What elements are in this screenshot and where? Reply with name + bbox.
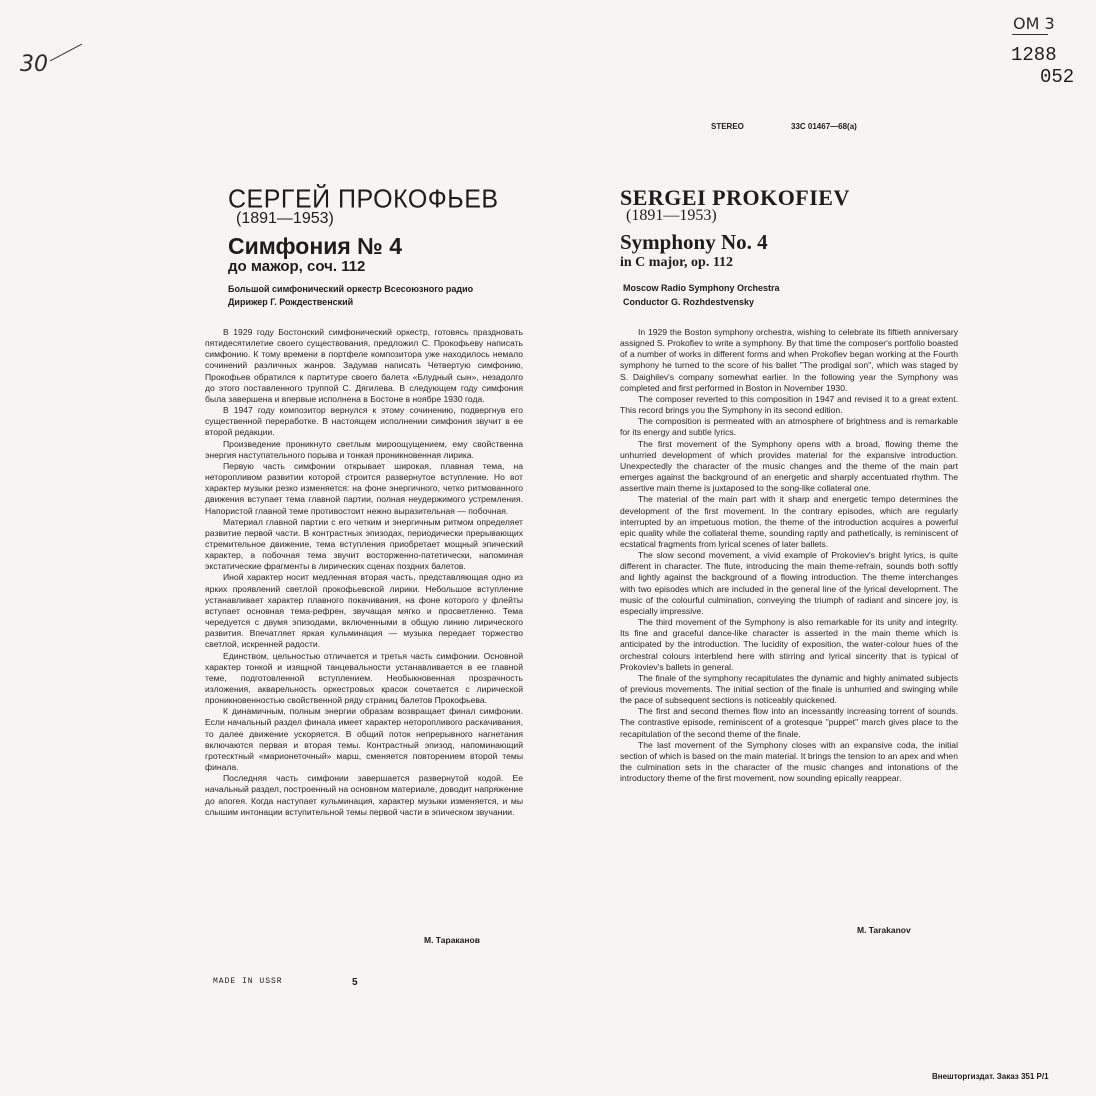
paragraph: Иной характер носит медленная вторая часть, представляющая одно из ярких проявлений светлой прокофьевской лирики. Небольшое вступление устанавливает характер плавного покачивания, на фоне которого у флейты вступает основная тема-рефрен, звучащая мягко и просветленно. Тема чередуется с двумя эпизодами, включенными в общую линию лирического развития. Впечатляет яркая кульминация — музыка передает торжество светлой, искренней радости. xyxy=(205,572,523,650)
liner-notes-en xyxy=(620,327,958,784)
handwritten-mark: ОМ 3 xyxy=(1013,14,1055,33)
page-number: 5 xyxy=(352,977,358,988)
composer-years-en: (1891—1953) xyxy=(626,207,717,224)
archive-code-1: 1288 xyxy=(1011,44,1057,66)
work-key-ru: до мажор, соч. 112 xyxy=(228,258,366,275)
work-title-en: Symphony No. 4 xyxy=(620,230,768,254)
notes-author-ru: М. Тараканов xyxy=(424,935,480,945)
conductor-en: Conductor G. Rozhdestvensky xyxy=(623,297,755,307)
pen-stroke xyxy=(50,44,82,62)
work-key-en: in C major, op. 112 xyxy=(620,255,734,270)
printer-imprint: Внешторгиздат. Заказ 351 Р/1 xyxy=(932,1072,1049,1081)
paragraph: In 1929 the Boston symphony orchestra, wishing to celebrate its fiftieth anniversary assigned S. Prokofiev to write a symphony. By that time the composer's portfolio boasted of a number of works in different forms and when Prokofiev began working at the Fourth symphony he turned to the score of his ballet "The prodigal son", which was staged by S. Daighilev's company somewhat earlier. In the following year the Symphony was completed and first performed in Boston in November 1930. xyxy=(620,327,958,393)
paragraph: The finale of the symphony recapitulates the dynamic and highly animated subjects of previous movements. The initial section of the finale is unhurried and swinging while the pace of subsequent sections is noticeably quickened. xyxy=(620,672,958,706)
liner-notes-ru xyxy=(205,327,523,818)
paragraph: The first movement of the Symphony opens with a broad, flowing theme the unhurried development of which provides material for the expansive introduction. Unexpectedly the character of the music changes and the theme of the main part emerges against the background of an energetic and sharply accentuated rhythm. The assertive main theme is juxtaposed to the song-like collateral one. xyxy=(620,438,958,494)
stereo-label: STEREO xyxy=(711,122,744,131)
notes-author-en: M. Tarakanov xyxy=(857,925,911,935)
paragraph: The last movement of the Symphony closes with an expansive coda, the initial section of which is based on the main material. It brings the tension to an apex and when the culmination sets in the character of the music changes and intonations of the introductory theme of the first movement, now sounding epically reappear. xyxy=(620,739,958,784)
paragraph: К динамичным, полным энергии образам возвращает финал симфонии. Если начальный раздел финала имеет характер неторопливого раскачивания, то далее движение ускоряется. В общий поток непрерывного нагнетания включаются первая и вторая темы. Контрастный эпизод, напоминающий гротесктный «марионеточный» марш, сменяется повторением второй темы финала. xyxy=(205,706,523,773)
paragraph: Единством, цельностью отличается и третья часть симфонии. Основной характер тонкой и изящной танцевальности устанавливается в ее главной теме, подготовленной вступлением. Необыкновенная прозрачность изложения, акварельность оркестровых красок сочетается с лирической проникновенностью свойственной ряду страниц балетов Прокофьева. xyxy=(205,650,523,706)
catalog-number: 33С 01467—68(а) xyxy=(791,122,857,131)
paragraph: Материал главной партии с его четким и энергичным ритмом определяет развитие первой части. В контрастных эпизодах, периодически прерывающих стремительное движение, тема вступления приобретает мощный эпический характер, а побочная тема звучит восторженно-патетически, напоминая экстатические фрагменты в лирических сценах поздних балетов. xyxy=(205,516,523,572)
paragraph: The composition is permeated with an atmosphere of brightness and is remarkable for its energy and subtle lyrics. xyxy=(620,416,958,438)
paragraph: The third movement of the Symphony is also remarkable for its unity and integrity. Its fine and graceful dance-like character is asserted in the main theme which is anticipated by the introduction. The lucidity of exposition, the water-colour hues of the orchestral colours interblend here with stirring and lyrical sincerity that is typical of Prokoviev's ballets in general. xyxy=(620,617,958,672)
paragraph: В 1947 году композитор вернулся к этому сочинению, подвергнув его существенной переработке. В настоящем исполнении симфония звучит в ее второй редакции. xyxy=(205,405,523,438)
paragraph: The slow second movement, a vivid example of Prokoviev's bright lyrics, is quite different in character. The flute, introducing the main theme-refrain, sounds both softly and lightly against the background of a flowing introduction. The theme interchanges with two episodes which are included in the general line of the lyrical development. The music of the colourful culmination, conveying the triumph of radiant and sincere joy, is especially impressive. xyxy=(620,550,958,616)
orchestra-en: Moscow Radio Symphony Orchestra xyxy=(623,283,780,293)
conductor-ru: Дирижер Г. Рождественский xyxy=(228,297,354,307)
orchestra-ru: Большой симфонический оркестр Всесоюзного радио xyxy=(228,284,474,294)
archive-code-2: 052 xyxy=(1040,66,1075,88)
handwritten-number: 30 xyxy=(20,52,48,77)
composer-title-ru: СЕРГЕЙ ПРОКОФЬЕВ xyxy=(228,184,499,214)
paragraph: The material of the main part with it sharp and energetic tempo determines the development of the first movement. In the contrary episodes, which are regularly interrupted by an impetuous motion, the theme of the introduction acquires a powerful epic quality while the collateral theme, sounding raptly and pathetically, is reminiscent of ecstatical fragments from lyrical scenes of later ballets. xyxy=(620,494,958,549)
paragraph: В 1929 году Бостонский симфонический оркестр, готовясь праздновать пятидесятилетие своего существования, предложил С. Прокофьеву написать симфонию. К тому времени в портфеле композитора уже находилось немало сочинений различных жанров. Задумав написать Четвертую симфонию, Прокофьев обратился к партитуре своего балета «Блудный сын», незадолго до этого поставленного труппой С. Дягилева. В следующем году симфония была завершена и впервые исполнена в Бостоне в ноябре 1930 года. xyxy=(205,327,523,404)
composer-title-en: SERGEI PROKOFIEV xyxy=(620,185,850,210)
composer-years-ru: (1891—1953) xyxy=(236,210,334,227)
paragraph: Последняя часть симфонии завершается развернутой кодой. Ее начальный раздел, построенный на основном материале, доводит напряжение до апогея. Когда наступает кульминация, характер музыки изменяется, и мы слышим интонации вступительной темы первой части в эпическом звучании. xyxy=(205,773,523,817)
paragraph: The first and second themes flow into an incessantly increasing torrent of sounds. The contrastive episode, reminiscent of a grotesque "puppet" march gives place to the recapitulation of the second theme of the finale. xyxy=(620,706,958,739)
paragraph: Первую часть симфонии открывает широкая, плавная тема, на неторопливом развитии которой строится развернутое вступление. Но вот характер музыки резко изменяется: на фоне энергичного, четко ритмованного движения вступает тема главной партии, полная неудержимого устремления. Напористой главной теме противостоит нежно выразительная — побочная. xyxy=(205,460,523,516)
pen-stroke xyxy=(1012,34,1048,35)
paragraph: Произведение проникнуто светлым мироощущением, ему свойственна энергия наступательного порыва и тонкая проникновенная лирика. xyxy=(205,438,523,460)
paragraph: The composer reverted to this composition in 1947 and revised it to a great extent. This record brings you the Symphony in its second edition. xyxy=(620,393,958,416)
made-in-label: MADE IN USSR xyxy=(213,977,283,986)
work-title-ru: Симфония № 4 xyxy=(228,233,402,259)
